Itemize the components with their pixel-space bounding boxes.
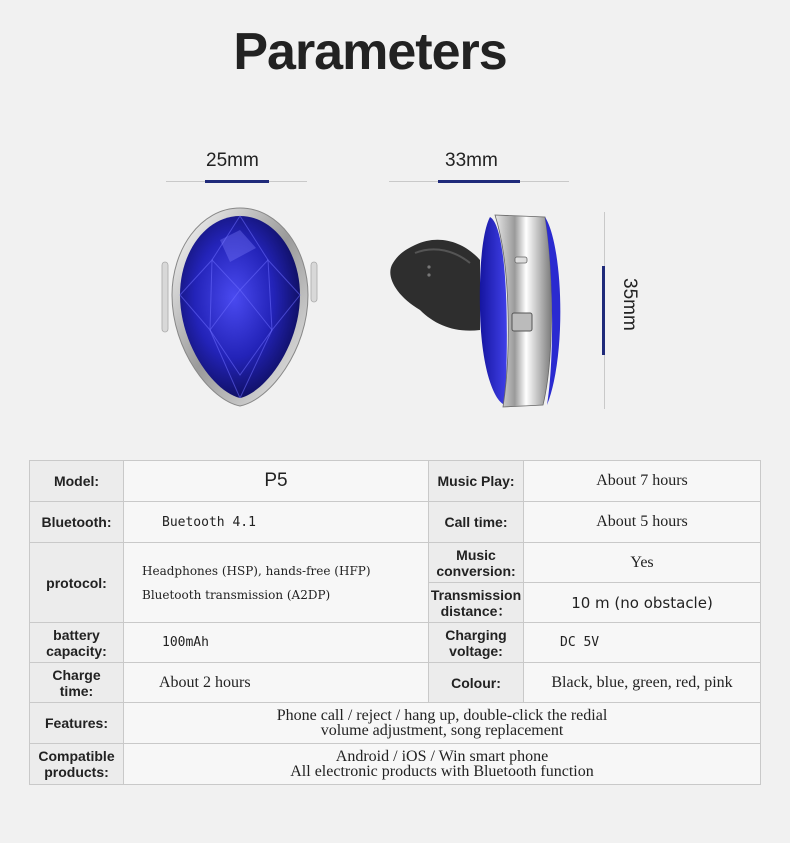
compatible-products-value-line-1: Android / iOS / Win smart phone — [335, 748, 549, 765]
charge-time-label-line-1: Charge — [52, 666, 101, 683]
earphone-side-view — [385, 205, 585, 415]
call-time-label: Call time: — [429, 502, 524, 543]
protocol-value — [124, 543, 429, 623]
battery-capacity-value: 100mAh — [124, 623, 429, 663]
features-value-line-1: Phone call / reject / hang up, double-click the redial — [276, 707, 608, 724]
battery-capacity-label — [30, 623, 124, 663]
charge-time-label — [30, 663, 124, 703]
length-dimension-label: 33mm — [445, 150, 498, 171]
transmission-distance-label — [429, 583, 524, 623]
model-label: Model: — [30, 461, 124, 502]
earphone-front-view — [160, 200, 320, 415]
music-conversion-label-line-1: Music — [456, 546, 496, 563]
colour-value: Black, blue, green, red, pink — [524, 663, 761, 703]
transmission-distance-label-line-2: distance： — [440, 602, 512, 619]
charging-voltage-label — [429, 623, 524, 663]
charge-time-label-line-2: time: — [59, 682, 94, 699]
transmission-distance-value: 10 m (no obstacle) — [524, 583, 761, 623]
page-title: Parameters — [233, 23, 507, 81]
battery-capacity-label-line-1: battery — [53, 626, 100, 643]
transmission-distance-label-line-1: Transmission — [430, 586, 522, 603]
music-play-value: About 7 hours — [524, 461, 761, 502]
compatible-products-value-line-2: All electronic products with Bluetooth function — [290, 763, 594, 780]
colour-label: Colour: — [429, 663, 524, 703]
compatible-products-value — [124, 744, 761, 785]
model-value: P5 — [124, 461, 429, 502]
length-dimension-accent — [438, 180, 520, 183]
bluetooth-value: Buetooth 4.1 — [124, 502, 429, 543]
music-conversion-label-line-2: conversion: — [436, 562, 516, 579]
call-time-value: About 5 hours — [524, 502, 761, 543]
features-value-line-2: volume adjustment, song replacement — [320, 722, 564, 739]
compatible-products-label-line-2: products: — [44, 764, 109, 780]
features-value — [124, 703, 761, 744]
height-dimension-label: 35mm — [619, 278, 640, 331]
protocol-value-line-2: Bluetooth transmission (A2DP) — [142, 587, 331, 602]
charging-voltage-label-line-1: Charging — [445, 626, 507, 643]
music-conversion-label — [429, 543, 524, 583]
bluetooth-label: Bluetooth: — [30, 502, 124, 543]
protocol-label: protocol: — [30, 543, 124, 623]
charge-time-value: About 2 hours — [124, 663, 429, 703]
compatible-products-label-line-1: Compatible — [38, 748, 115, 764]
width-dimension-label: 25mm — [206, 150, 259, 171]
features-label: Features: — [30, 703, 124, 744]
battery-capacity-label-line-2: capacity: — [46, 642, 107, 659]
height-dimension-accent — [602, 266, 605, 355]
music-conversion-value: Yes — [524, 543, 761, 583]
music-play-label: Music Play: — [429, 461, 524, 502]
protocol-value-line-1: Headphones (HSP), hands-free (HFP) — [142, 563, 371, 578]
compatible-products-label — [30, 744, 124, 785]
width-dimension-accent — [205, 180, 269, 183]
charging-voltage-label-line-2: voltage: — [449, 642, 503, 659]
charging-voltage-value: DC 5V — [524, 623, 761, 663]
specs-table — [29, 460, 761, 785]
